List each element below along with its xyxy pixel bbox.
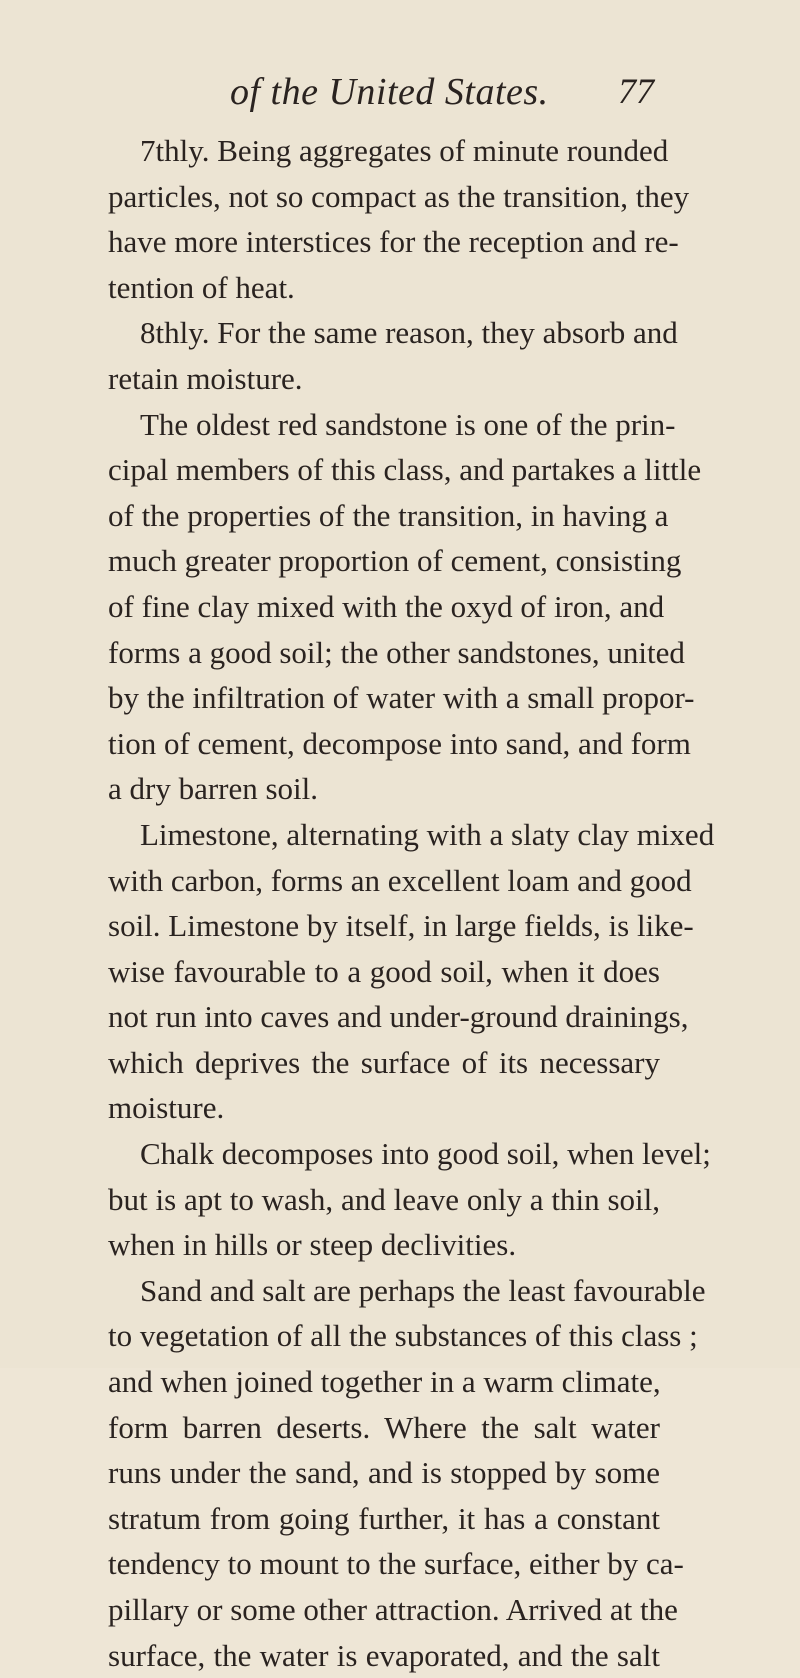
text-line: 8thly. For the same reason, they absorb and [140,315,678,351]
text-line: not run into caves and under-ground drainings, [108,999,689,1035]
text-line: retain moisture. [108,360,303,396]
text-line: forms a good soil; the other sandstones, united [108,634,685,670]
text-line: cipal members of this class, and partakes a little [108,452,702,488]
text-line: have more interstices for the reception and re- [108,224,679,260]
text-line: tention of heat. [108,269,295,305]
running-head [0,70,800,120]
text-line: tion of cement, decompose into sand, and form [108,725,691,761]
text-line: The oldest red sandstone is one of the prin- [140,406,676,442]
text-line: Chalk decomposes into good soil, when level; [140,1136,711,1172]
text-line: and when joined together in a warm climate, [108,1364,661,1400]
page-number: 77 [618,71,654,111]
text-line: of the properties of the transition, in having a [108,497,669,533]
text-line: pillary or some other attraction. Arrived at the [108,1592,678,1627]
text-line: when in hills or steep declivities. [108,1227,517,1263]
text-line: Limestone, alternating with a slaty clay mixed [140,816,715,852]
text-line: of fine clay mixed with the oxyd of iron, and [108,588,665,624]
text-line: to vegetation of all the substances of this class ; [108,1318,698,1354]
text-line: stratum from going further, it has a constant [108,1500,660,1536]
running-title: of the United States. [230,71,549,113]
text-line: Sand and salt are perhaps the least favourable [140,1272,706,1308]
text-line: runs under the sand, and is stopped by some [108,1455,660,1491]
text-line: particles, not so compact as the transition, they [108,178,690,214]
text-line: much greater proportion of cement, consisting [108,543,682,579]
text-line: moisture. [108,1090,225,1126]
text-line: with carbon, forms an excellent loam and good [108,862,692,898]
text-line: soil. Limestone by itself, in large fields, is like- [108,908,694,944]
text-line: surface, the water is evaporated, and the salt [108,1637,660,1673]
text-line: tendency to mount to the surface, either by ca- [108,1546,684,1582]
text-line: 7thly. Being aggregates of minute rounded [140,133,669,168]
text-line: but is apt to wash, and leave only a thin soil, [108,1181,660,1217]
body-text [108,128,715,1678]
text-line: which deprives the surface of its necessary [108,1044,660,1080]
text-line: a dry barren soil. [108,771,319,807]
text-line: form barren deserts. Where the salt water [108,1409,660,1445]
text-line: wise favourable to a good soil, when it does [108,953,660,989]
text-line: by the infiltration of water with a small propor- [108,680,695,716]
